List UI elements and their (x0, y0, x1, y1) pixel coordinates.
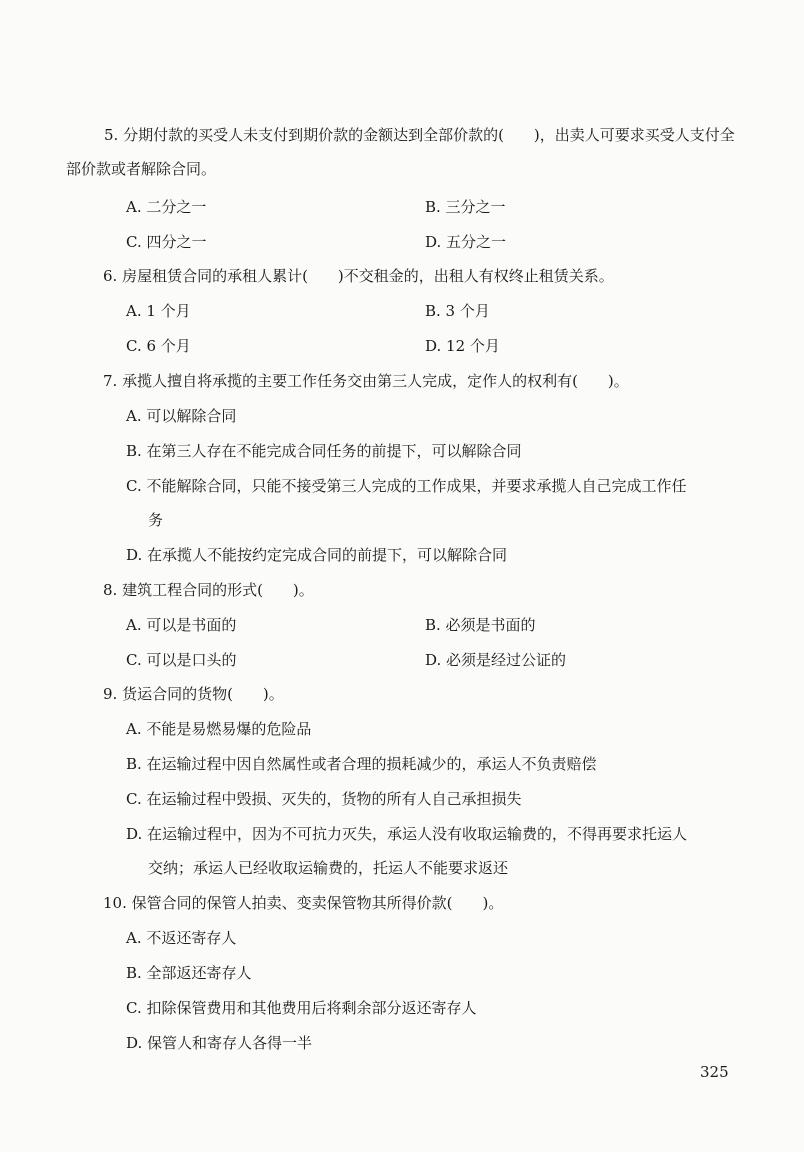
question-6-stem: 6. 房屋租赁合同的承租人累计( )不交租金的，出租人有权终止租赁关系。 (103, 267, 614, 285)
q9-option-b: B. 在运输过程中因自然属性或者合理的损耗减少的，承运人不负责赔偿 (126, 755, 597, 773)
q7-option-a: A. 可以解除合同 (126, 407, 237, 425)
q10-option-c: C. 扣除保管费用和其他费用后将剩余部分返还寄存人 (126, 999, 477, 1017)
q6-option-c: C. 6 个月 (126, 337, 191, 355)
q6-option-d: D. 12 个月 (425, 337, 500, 355)
q6-option-b: B. 3 个月 (425, 302, 490, 320)
q7-option-b: B. 在第三人存在不能完成合同任务的前提下，可以解除合同 (126, 442, 522, 460)
q6-option-a: A. 1 个月 (126, 302, 191, 320)
q5-option-c: C. 四分之一 (126, 233, 207, 251)
q5-option-a: A. 二分之一 (126, 198, 207, 216)
q10-option-b: B. 全部返还寄存人 (126, 964, 252, 982)
question-10-stem: 10. 保管合同的保管人拍卖、变卖保管物其所得价款( )。 (103, 894, 504, 912)
q8-option-a: A. 可以是书面的 (126, 616, 237, 634)
q5-option-b: B. 三分之一 (425, 198, 506, 216)
q10-option-d: D. 保管人和寄存人各得一半 (126, 1034, 313, 1052)
q9-option-d: D. 在运输过程中，因为不可抗力灭失，承运人没有收取运输费的，不得再要求托运人 (126, 825, 688, 843)
q7-option-c: C. 不能解除合同，只能不接受第三人完成的工作成果，并要求承揽人自己完成工作任 (126, 477, 687, 495)
q9-option-a: A. 不能是易燃易爆的危险品 (126, 720, 312, 738)
q9-option-c: C. 在运输过程中毁损、灭失的，货物的所有人自己承担损失 (126, 790, 522, 808)
q7-option-c-continued: 务 (148, 511, 164, 529)
q9-option-d-continued: 交纳；承运人已经收取运输费的，托运人不能要求返还 (148, 859, 509, 877)
question-5-stem: 5. 分期付款的买受人未支付到期价款的金额达到全部价款的( )，出卖人可要求买受人支付全部价款或者解除合同。 (66, 126, 735, 178)
q7-option-d: D. 在承揽人不能按约定完成合同的前提下，可以解除合同 (126, 546, 508, 564)
q8-option-b: B. 必须是书面的 (425, 616, 536, 634)
q10-option-a: A. 不返还寄存人 (126, 929, 237, 947)
question-9-stem: 9. 货运合同的货物( )。 (103, 685, 284, 703)
question-8-stem: 8. 建筑工程合同的形式( )。 (103, 581, 314, 599)
question-7-stem: 7. 承揽人擅自将承揽的主要工作任务交由第三人完成，定作人的权利有( )。 (103, 372, 629, 390)
page-number: 325 (700, 1063, 729, 1081)
q8-option-c: C. 可以是口头的 (126, 651, 237, 669)
q8-option-d: D. 必须是经过公证的 (425, 651, 567, 669)
q5-option-d: D. 五分之一 (425, 233, 507, 251)
